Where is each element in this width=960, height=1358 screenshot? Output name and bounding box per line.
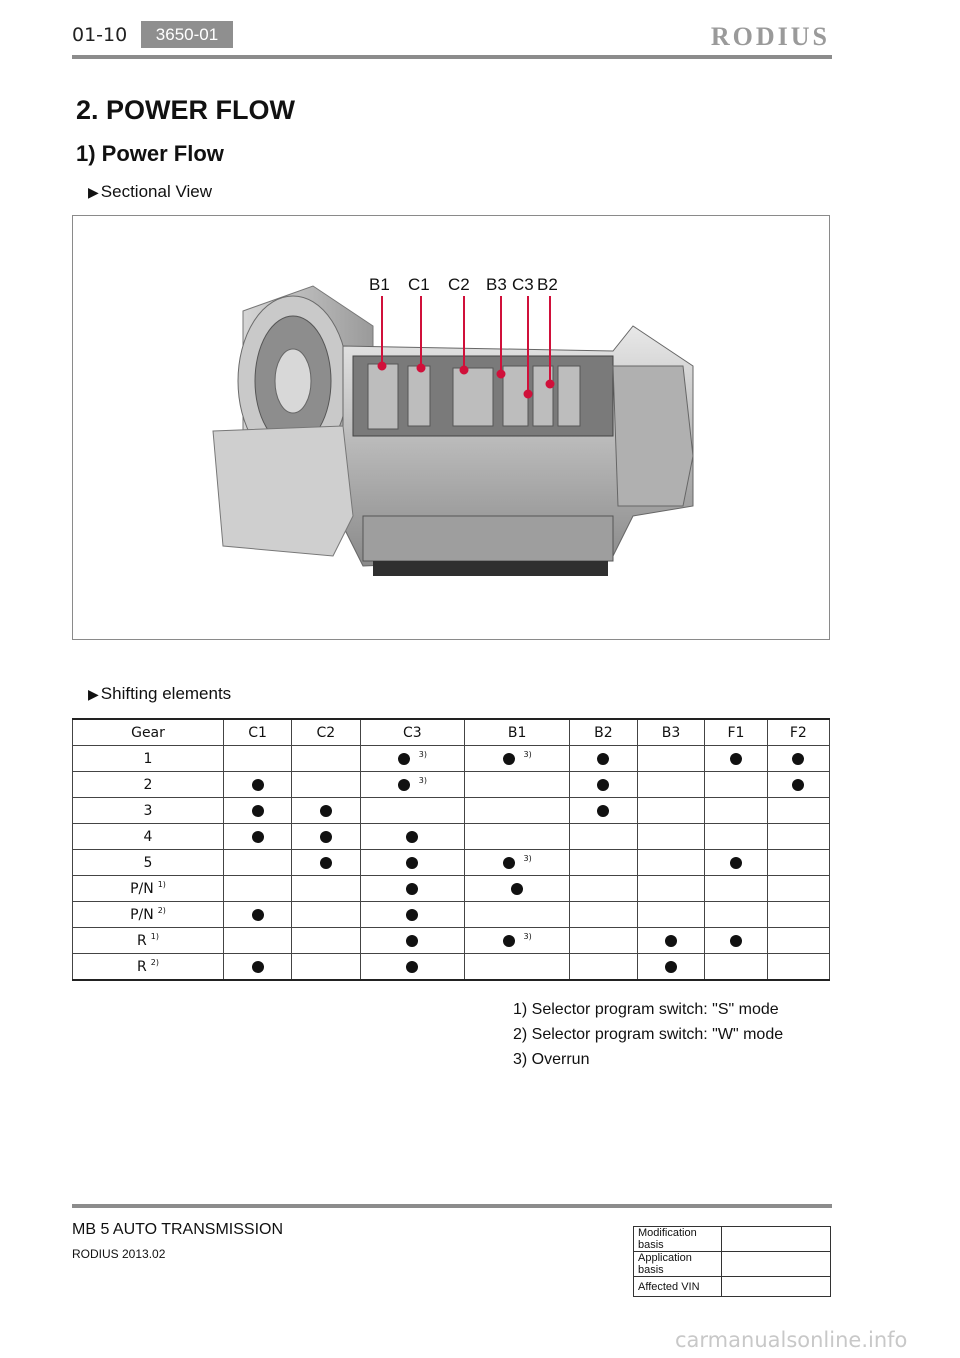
- callout-c1: C1: [408, 275, 430, 294]
- gear-footnote-ref: 1): [150, 932, 159, 941]
- overrun-footnote-ref: 3): [523, 750, 532, 759]
- table-row: [634, 1252, 831, 1277]
- transmission-cutaway-illustration: [73, 216, 829, 639]
- element-cell: [224, 850, 292, 876]
- element-cell: [224, 954, 292, 981]
- engaged-dot-icon: [320, 831, 332, 843]
- modification-info-table: [633, 1226, 831, 1297]
- column-header: C1: [224, 719, 292, 746]
- engaged-dot-icon: [406, 961, 418, 973]
- engaged-dot-icon: [406, 857, 418, 869]
- engaged-dot-icon: [320, 805, 332, 817]
- engaged-dot-icon: [503, 935, 515, 947]
- transmission-image-frame: [72, 215, 830, 640]
- table-row: [73, 902, 830, 928]
- overrun-footnote-ref: 3): [418, 776, 427, 785]
- engaged-dot-icon: [398, 779, 410, 791]
- element-cell: [224, 824, 292, 850]
- element-cell: [637, 928, 705, 954]
- element-cell: [637, 824, 705, 850]
- info-label: Modification basis: [634, 1227, 722, 1252]
- element-cell: [570, 798, 638, 824]
- element-cell: [360, 772, 465, 798]
- table-row: [73, 850, 830, 876]
- gear-label: R: [137, 933, 147, 949]
- element-cell: [705, 850, 767, 876]
- callout-c2: C2: [448, 275, 470, 294]
- engaged-dot-icon: [792, 779, 804, 791]
- section-title: 2. POWER FLOW: [76, 95, 295, 125]
- element-cell: [360, 746, 465, 772]
- column-header: F1: [705, 719, 767, 746]
- element-cell: [637, 798, 705, 824]
- element-cell: [224, 902, 292, 928]
- column-header: B1: [465, 719, 570, 746]
- engaged-dot-icon: [503, 753, 515, 765]
- element-cell: [637, 954, 705, 981]
- callout-c3: C3: [512, 275, 534, 294]
- shifting-elements-table: [72, 718, 830, 981]
- engaged-dot-icon: [730, 753, 742, 765]
- element-cell: [705, 954, 767, 981]
- element-cell: [360, 824, 465, 850]
- gear-cell: [73, 954, 224, 981]
- footnotes: [513, 997, 783, 1072]
- footnote-3: 3) Overrun: [513, 1051, 590, 1068]
- element-cell: [570, 928, 638, 954]
- element-cell: [570, 954, 638, 981]
- element-cell: [224, 876, 292, 902]
- sectional-view-text: Sectional View: [100, 182, 212, 201]
- info-value: [722, 1227, 831, 1252]
- brand-logo: RODIUS: [710, 22, 830, 51]
- element-cell: [224, 746, 292, 772]
- triangle-bullet-icon: ▶: [88, 184, 99, 200]
- element-cell: [570, 850, 638, 876]
- gear-cell: [73, 772, 224, 798]
- info-value: [722, 1252, 831, 1277]
- gear-label: P/N: [130, 881, 154, 897]
- shifting-elements-label: [88, 684, 231, 704]
- element-cell: [767, 772, 829, 798]
- gear-label: P/N: [130, 907, 154, 923]
- page-number: 01-10: [72, 24, 128, 46]
- gear-label: 3: [143, 802, 153, 819]
- element-cell: [767, 746, 829, 772]
- table-header-row: [73, 719, 830, 746]
- element-cell: [224, 928, 292, 954]
- shifting-elements-text: Shifting elements: [100, 684, 232, 703]
- element-cell: [465, 824, 570, 850]
- table-row: [73, 824, 830, 850]
- engaged-dot-icon: [511, 883, 523, 895]
- element-cell: [292, 798, 360, 824]
- gear-label: R: [137, 959, 147, 975]
- subsection-title: 1) Power Flow: [76, 141, 224, 166]
- table-row: [634, 1227, 831, 1252]
- element-cell: [360, 850, 465, 876]
- table-row: [73, 876, 830, 902]
- engaged-dot-icon: [503, 857, 515, 869]
- gear-label: 4: [143, 828, 153, 845]
- element-cell: [570, 902, 638, 928]
- engaged-dot-icon: [252, 909, 264, 921]
- footer-divider: [72, 1204, 832, 1208]
- column-header: B2: [570, 719, 638, 746]
- gear-cell: [73, 850, 224, 876]
- element-cell: [224, 798, 292, 824]
- gear-label: 5: [143, 854, 153, 871]
- element-cell: [360, 902, 465, 928]
- element-cell: [705, 902, 767, 928]
- engaged-dot-icon: [252, 961, 264, 973]
- doc-code-badge: 3650-01: [141, 21, 233, 48]
- callout-b3: B3: [486, 275, 507, 294]
- element-cell: [767, 928, 829, 954]
- gear-cell: [73, 876, 224, 902]
- table-row: [634, 1277, 831, 1297]
- element-cell: [292, 824, 360, 850]
- element-cell: [465, 850, 570, 876]
- element-cell: [292, 746, 360, 772]
- engaged-dot-icon: [730, 935, 742, 947]
- overrun-footnote-ref: 3): [523, 854, 532, 863]
- column-header: C3: [360, 719, 465, 746]
- engaged-dot-icon: [665, 961, 677, 973]
- table-row: [73, 746, 830, 772]
- element-cell: [637, 876, 705, 902]
- element-cell: [224, 772, 292, 798]
- footer-title: MB 5 AUTO TRANSMISSION: [72, 1221, 284, 1238]
- element-cell: [292, 928, 360, 954]
- gear-cell: [73, 746, 224, 772]
- element-cell: [292, 850, 360, 876]
- engaged-dot-icon: [597, 779, 609, 791]
- gear-cell: [73, 798, 224, 824]
- engaged-dot-icon: [597, 753, 609, 765]
- engaged-dot-icon: [730, 857, 742, 869]
- engaged-dot-icon: [792, 753, 804, 765]
- element-cell: [465, 772, 570, 798]
- engaged-dot-icon: [406, 883, 418, 895]
- gear-cell: [73, 928, 224, 954]
- element-cell: [465, 902, 570, 928]
- element-cell: [360, 928, 465, 954]
- element-cell: [705, 928, 767, 954]
- gear-cell: [73, 824, 224, 850]
- element-cell: [705, 746, 767, 772]
- gear-footnote-ref: 2): [150, 958, 159, 967]
- element-cell: [637, 746, 705, 772]
- element-cell: [465, 928, 570, 954]
- engaged-dot-icon: [597, 805, 609, 817]
- element-cell: [465, 798, 570, 824]
- callout-b1: B1: [369, 275, 390, 294]
- engaged-dot-icon: [320, 857, 332, 869]
- sectional-view-label: [88, 182, 212, 202]
- engaged-dot-icon: [252, 805, 264, 817]
- gear-footnote-ref: 1): [157, 880, 166, 889]
- element-cell: [292, 772, 360, 798]
- overrun-footnote-ref: 3): [418, 750, 427, 759]
- column-header: C2: [292, 719, 360, 746]
- table-row: [73, 954, 830, 981]
- gear-label: 1: [143, 750, 153, 767]
- engaged-dot-icon: [406, 909, 418, 921]
- element-cell: [465, 876, 570, 902]
- element-cell: [767, 902, 829, 928]
- element-cell: [637, 772, 705, 798]
- element-cell: [292, 876, 360, 902]
- element-cell: [570, 824, 638, 850]
- element-cell: [767, 876, 829, 902]
- footer-subtitle: RODIUS 2013.02: [72, 1247, 166, 1261]
- column-header: F2: [767, 719, 829, 746]
- element-cell: [465, 954, 570, 981]
- element-cell: [767, 850, 829, 876]
- table-row: [73, 798, 830, 824]
- engaged-dot-icon: [398, 753, 410, 765]
- gear-footnote-ref: 2): [157, 906, 166, 915]
- element-cell: [705, 772, 767, 798]
- element-cell: [767, 798, 829, 824]
- header-divider: [72, 55, 832, 59]
- engaged-dot-icon: [665, 935, 677, 947]
- element-cell: [360, 798, 465, 824]
- footnote-1: 1) Selector program switch: "S" mode: [513, 1001, 779, 1018]
- table-row: [73, 772, 830, 798]
- element-cell: [767, 824, 829, 850]
- element-cell: [292, 954, 360, 981]
- footnote-2: 2) Selector program switch: "W" mode: [513, 1026, 784, 1043]
- element-cell: [292, 902, 360, 928]
- table-row: [73, 928, 830, 954]
- engaged-dot-icon: [406, 831, 418, 843]
- info-label: Affected VIN: [634, 1277, 722, 1297]
- element-cell: [570, 876, 638, 902]
- triangle-bullet-icon: ▶: [88, 686, 99, 702]
- element-cell: [705, 876, 767, 902]
- element-cell: [705, 824, 767, 850]
- column-header: Gear: [73, 719, 224, 746]
- info-value: [722, 1277, 831, 1297]
- gear-label: 2: [143, 776, 153, 793]
- engaged-dot-icon: [406, 935, 418, 947]
- gear-cell: [73, 902, 224, 928]
- element-cell: [705, 798, 767, 824]
- element-cell: [637, 850, 705, 876]
- callout-b2: B2: [537, 275, 558, 294]
- element-cell: [570, 772, 638, 798]
- overrun-footnote-ref: 3): [523, 932, 532, 941]
- engaged-dot-icon: [252, 831, 264, 843]
- element-cell: [570, 746, 638, 772]
- element-cell: [360, 876, 465, 902]
- element-cell: [637, 902, 705, 928]
- info-label: Application basis: [634, 1252, 722, 1277]
- element-cell: [360, 954, 465, 981]
- element-cell: [767, 954, 829, 981]
- watermark: carmanualsonline.info: [675, 1328, 908, 1352]
- element-cell: [465, 746, 570, 772]
- column-header: B3: [637, 719, 705, 746]
- engaged-dot-icon: [252, 779, 264, 791]
